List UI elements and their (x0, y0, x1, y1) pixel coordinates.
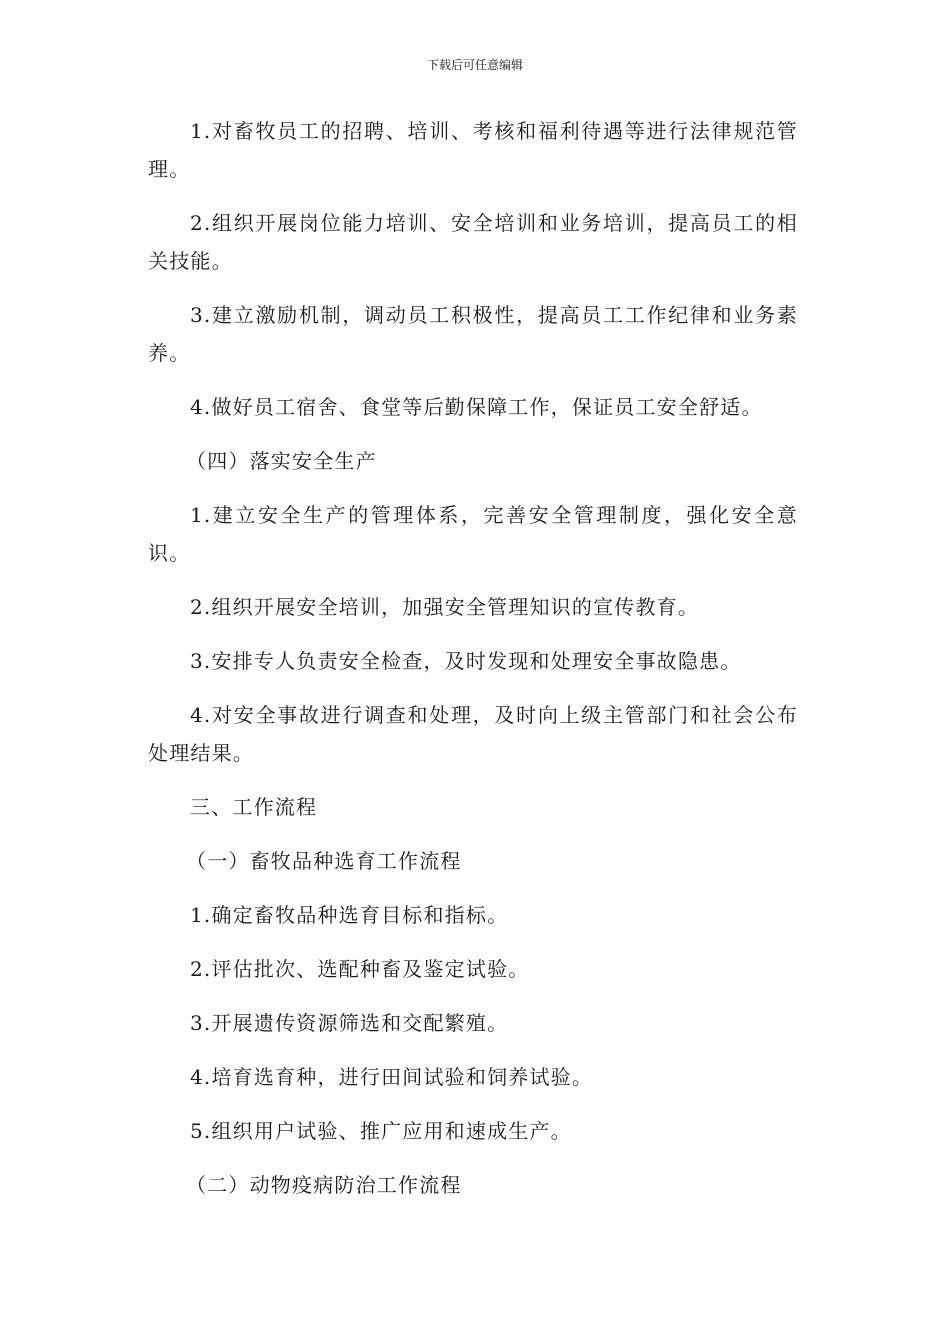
paragraph: 4.做好员工宿舍、食堂等后勤保障工作，保证员工安全舒适。 (190, 395, 763, 419)
paragraph: 1.对畜牧员工的招聘、培训、考核和福利待遇等进行法律规范管理。 (148, 119, 798, 181)
paragraph: 2.组织开展安全培训，加强安全管理知识的宣传教育。 (190, 595, 700, 619)
paragraph: 4.对安全事故进行调查和处理，及时向上级主管部门和社会公布处理结果。 (148, 703, 798, 765)
paragraph: 2.评估批次、选配种畜及鉴定试验。 (190, 957, 530, 981)
chapter-heading: 三、工作流程 (190, 795, 318, 819)
paragraph: 1.建立安全生产的管理体系，完善安全管理制度，强化安全意识。 (148, 503, 798, 565)
section-heading: （四）落实安全生产 (186, 449, 377, 473)
section-heading: （二）动物疫病防治工作流程 (186, 1173, 462, 1197)
page-header-note: 下载后可任意编辑 (426, 58, 523, 72)
section-heading: （一）畜牧品种选育工作流程 (186, 849, 462, 873)
paragraph: 3.建立激励机制，调动员工积极性，提高员工工作纪律和业务素养。 (148, 303, 798, 365)
paragraph: 4.培育选育种，进行田间试验和饲养试验。 (190, 1065, 594, 1089)
paragraph: 5.组织用户试验、推广应用和速成生产。 (190, 1119, 572, 1143)
paragraph: 3.开展遗传资源筛选和交配繁殖。 (190, 1011, 509, 1035)
document-body (148, 112, 798, 1220)
paragraph: 2.组织开展岗位能力培训、安全培训和业务培训，提高员工的相关技能。 (148, 211, 798, 273)
paragraph: 1.确定畜牧品种选育目标和指标。 (190, 903, 509, 927)
paragraph: 3.安排专人负责安全检查，及时发现和处理安全事故隐患。 (190, 649, 742, 673)
